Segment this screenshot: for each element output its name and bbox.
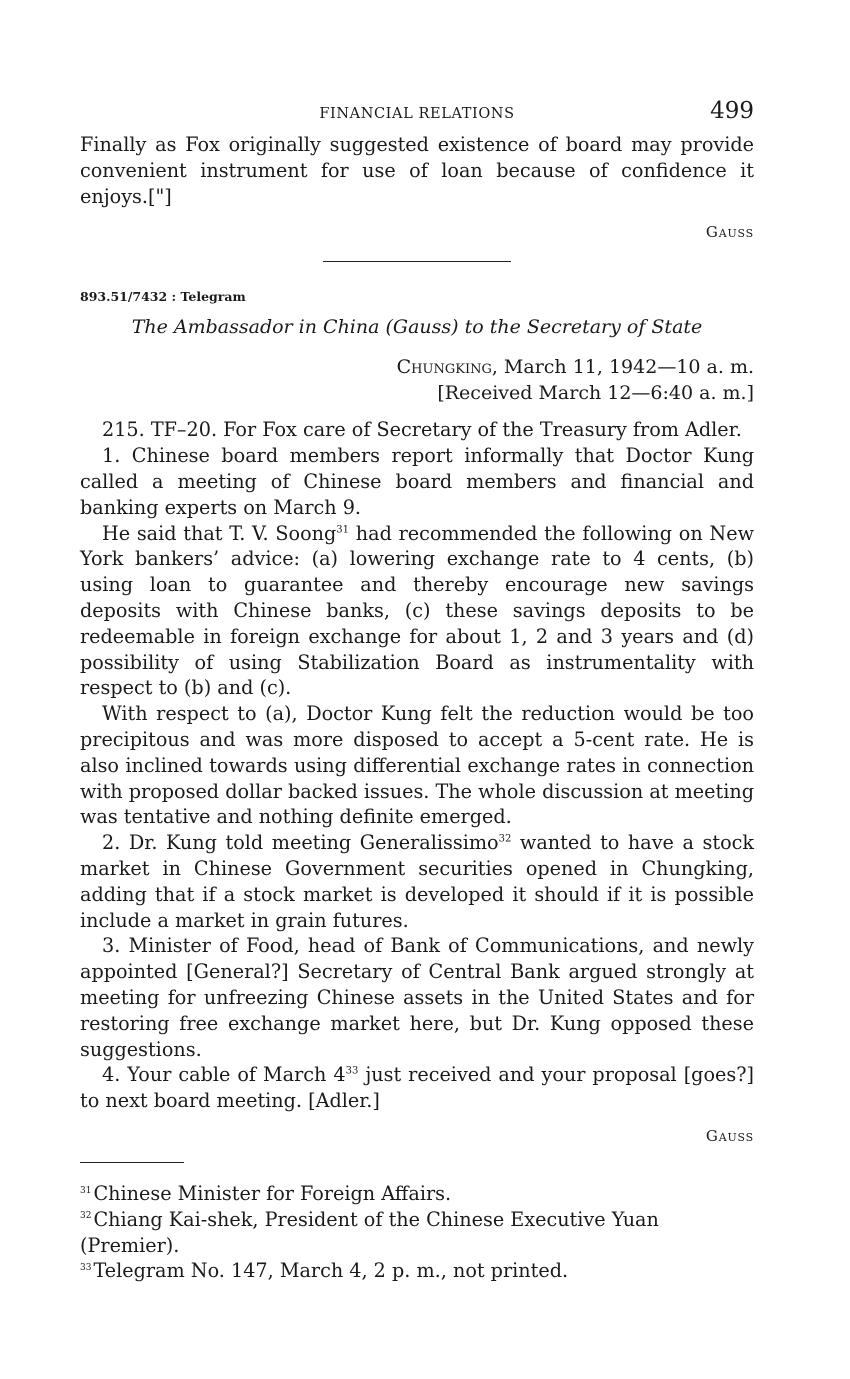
dateline-date: , March 11, 1942—10 a. m.	[491, 356, 754, 379]
paragraph-2-end: wanted to have a stock market in Chinese Government securities opened in Chungking, adding that if a stock market is developed it should if it is possible include a market in grain futures.	[80, 831, 754, 932]
paragraph-4-start: 4. Your cable of March 4	[102, 1063, 346, 1087]
footnote-33	[80, 1258, 754, 1284]
document-title: The Ambassador in China (Gauss) to the Secretary of State	[131, 316, 703, 339]
paragraph-soong-start: He said that T. V. Soong	[102, 521, 337, 545]
footnote-mark: 32	[80, 1211, 92, 1222]
footnote-ref-31[interactable]: 31	[336, 524, 350, 536]
footnotes	[80, 1181, 754, 1284]
document-reference: 893.51/7432 : Telegram	[80, 289, 246, 305]
footnote-text: Chiang Kai-shek, President of the Chinese Executive Yuan (Premier).	[80, 1207, 659, 1257]
footnote-31	[80, 1181, 754, 1207]
footnote-text: Chinese Minister for Foreign Affairs.	[93, 1181, 452, 1205]
footnote-mark: 33	[80, 1262, 92, 1273]
received-line: [Received March 12—6:40 a. m.]	[437, 382, 754, 405]
footnote-ref-32[interactable]: 32	[498, 833, 512, 845]
section-divider	[323, 261, 511, 262]
page-number: 499	[710, 98, 754, 124]
paragraph-1: 1. Chinese board members report informally that Doctor Kung called a meeting of Chinese board members and financial and banking experts on March 9.	[80, 444, 754, 519]
dateline-place: Chungking	[396, 356, 492, 379]
footnote-text: Telegram No. 147, March 4, 2 p. m., not printed.	[93, 1259, 569, 1283]
paragraph-4	[80, 1062, 754, 1114]
paragraph-2	[80, 830, 754, 933]
dateline	[80, 354, 754, 380]
paragraph-2-start: 2. Dr. Kung told meeting Generalissimo	[102, 831, 499, 855]
paragraph-kung-rate: With respect to (a), Doctor Kung felt the reduction would be too precipitous and was more disposed to accept a 5-cent rate. He is also inclined towards using differential exchange rates in connection with proposed dollar backed issues. The whole discussion at meeting was tentative and nothing definite emerged.	[80, 702, 754, 829]
paragraph-4-end: just received and your proposal [goes?] to next board meeting. [Adler.]	[80, 1063, 754, 1113]
footnote-divider	[80, 1162, 184, 1163]
paragraph-soong	[80, 521, 754, 702]
document-page	[80, 98, 754, 1284]
paragraph-soong-end: had recommended the following on New York bankers’ advice: (a) lowering exchange rate to 4 cents, (b) using loan to guarantee and thereby encourage new savings deposits with Chinese banks, (c) these savings deposits to be redeemable in foreign exchange for about 1, 2 and 3 years and (d) possibility of using Stabilization Board as instrumentality with respect to (b) and (c).	[80, 521, 754, 700]
footnote-32	[80, 1207, 754, 1259]
footnote-mark: 31	[80, 1185, 92, 1196]
paragraph-3: 3. Minister of Food, head of Bank of Communications, and newly appointed [General?] Secretary of Central Bank argued strongly at meeting for unfreezing Chinese assets in the United States and for restoring free exchange market here, but Dr. Kung opposed these suggestions.	[80, 934, 754, 1061]
paragraph-telegram-number: 215. TF–20. For Fox care of Secretary of the Treasury from Adler.	[102, 418, 742, 442]
intro-signature: Gauss	[705, 223, 754, 242]
footnote-ref-33[interactable]: 33	[345, 1065, 359, 1077]
document-signature: Gauss	[705, 1126, 754, 1145]
intro-paragraph: Finally as Fox originally suggested existence of board may provide convenient instrument for use of loan because of confidence it enjoys.["]	[80, 133, 754, 208]
running-title: FINANCIAL RELATIONS	[319, 106, 515, 122]
running-header	[80, 98, 754, 132]
